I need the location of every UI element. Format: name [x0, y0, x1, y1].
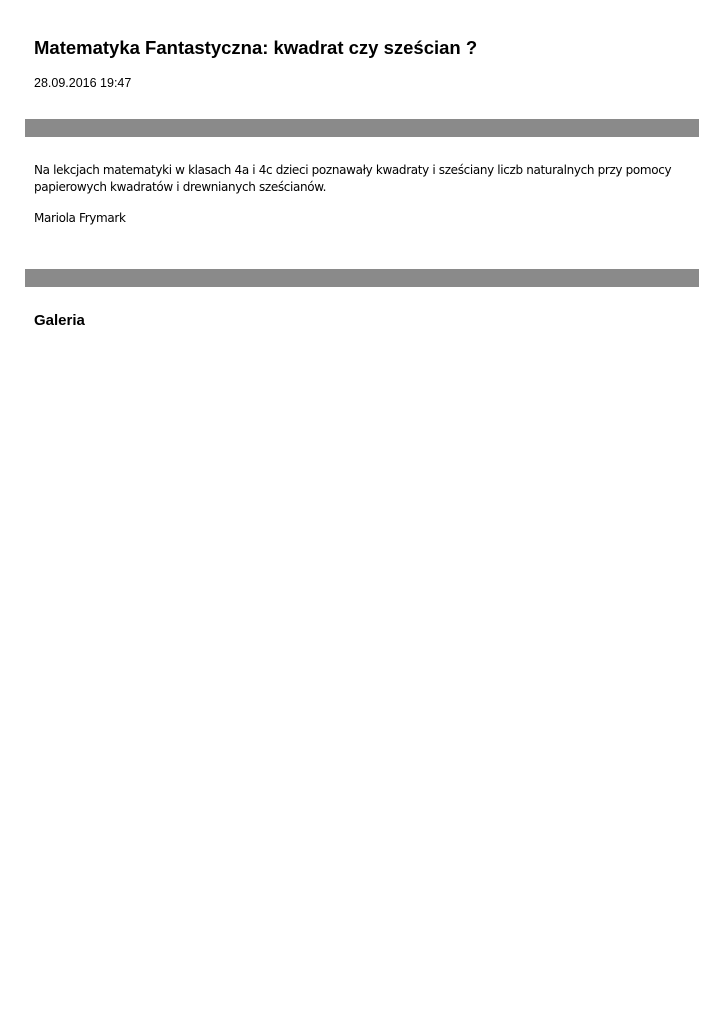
section-divider-top	[25, 119, 699, 137]
article-body	[34, 162, 694, 196]
article-paragraph: Na lekcjach matematyki w klasach 4a i 4c dzieci poznawały kwadraty i sześciany liczb naturalnych przy pomocy papierowych kwadratów i drewnianych sześcianów.	[34, 163, 672, 194]
article-date: 28.09.2016 19:47	[34, 76, 132, 90]
section-divider-bottom	[25, 269, 699, 287]
gallery-heading: Galeria	[34, 312, 85, 329]
article-author: Mariola Frymark	[34, 211, 126, 225]
article-title: Matematyka Fantastyczna: kwadrat czy sześcian ?	[34, 37, 478, 58]
